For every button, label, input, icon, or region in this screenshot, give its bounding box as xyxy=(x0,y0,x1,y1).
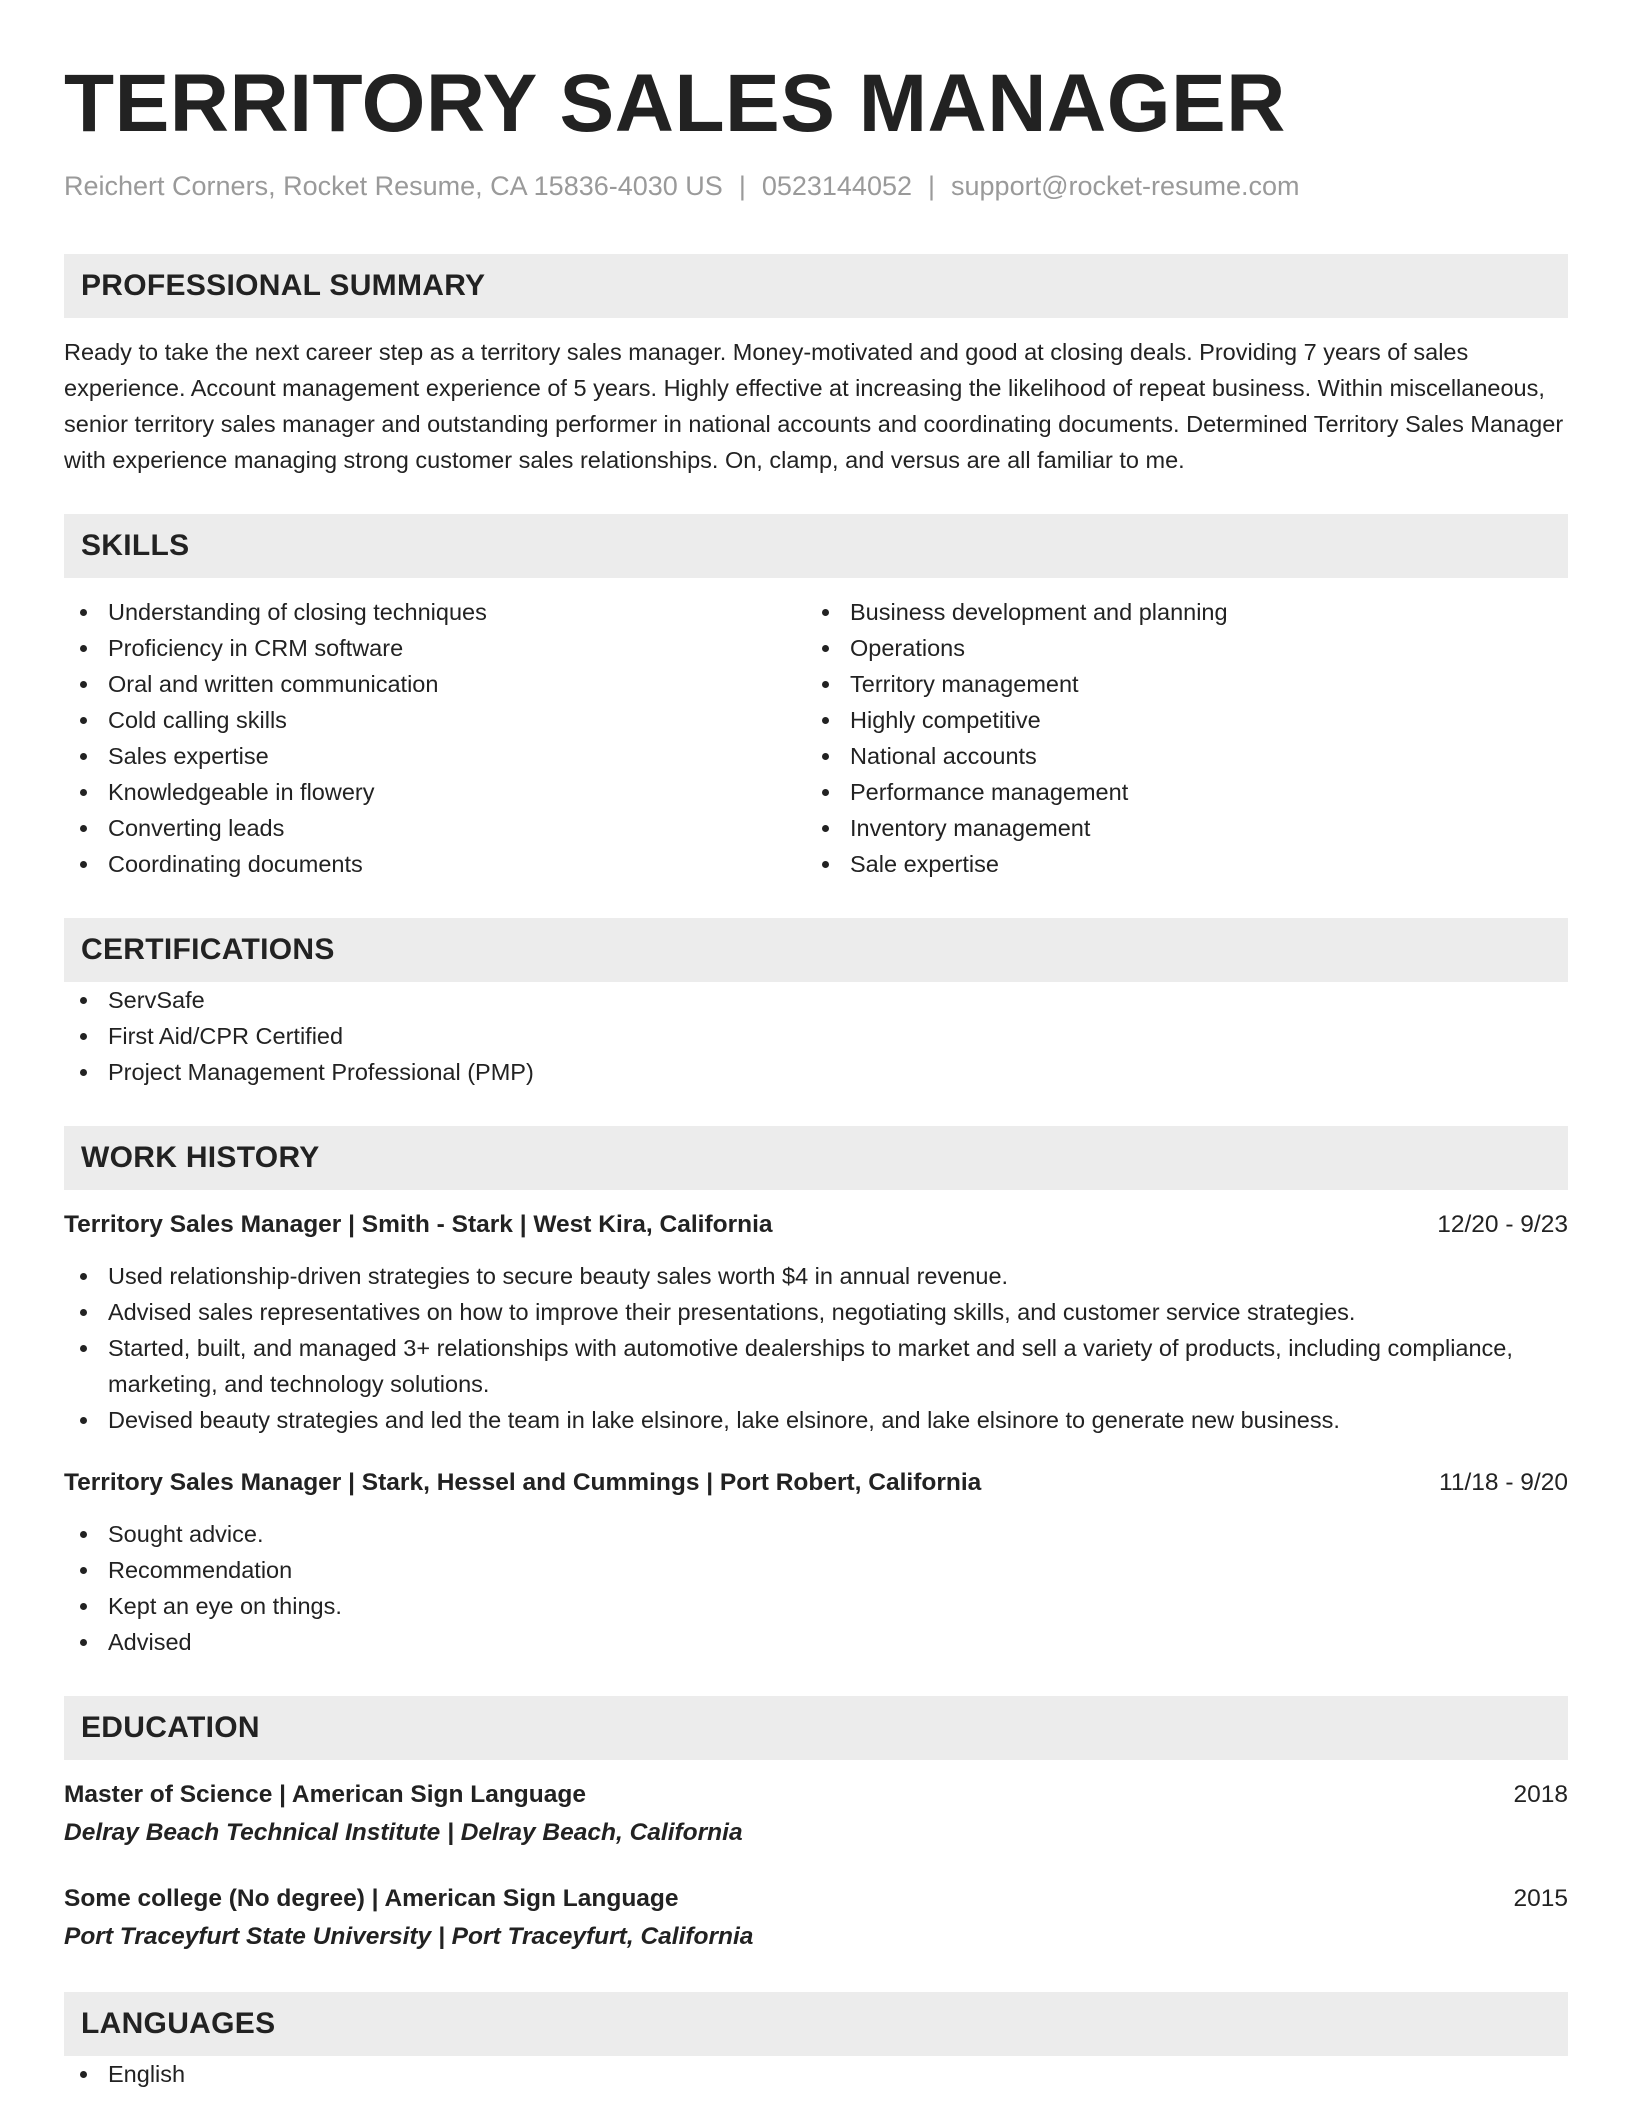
skill-item: Territory management xyxy=(806,666,1548,702)
skill-item: Proficiency in CRM software xyxy=(64,630,806,666)
job-header xyxy=(64,1206,1568,1244)
education-entry xyxy=(64,1776,1568,1852)
job-bullet: Devised beauty strategies and led the team in lake elsinore, lake elsinore, and lake elsinore to generate new business. xyxy=(64,1402,1568,1438)
job-bullets xyxy=(64,1258,1568,1438)
certifications-list xyxy=(64,982,1568,1090)
job-bullets xyxy=(64,1516,1568,1660)
certification-item: First Aid/CPR Certified xyxy=(64,1018,1568,1054)
skill-item: Coordinating documents xyxy=(64,846,806,882)
contact-email: support@rocket-resume.com xyxy=(951,171,1300,201)
skills-heading: SKILLS xyxy=(64,514,1568,578)
skills-section xyxy=(64,514,1568,882)
summary-heading: PROFESSIONAL SUMMARY xyxy=(64,254,1568,318)
skills-right-column xyxy=(806,594,1548,882)
skill-item: Business development and planning xyxy=(806,594,1548,630)
skills-grid xyxy=(64,594,1568,882)
job-bullet: Advised xyxy=(64,1624,1568,1660)
certification-item: ServSafe xyxy=(64,982,1568,1018)
contact-phone: 0523144052 xyxy=(761,171,912,201)
job-bullet: Started, built, and managed 3+ relationships with automotive dealerships to market and sell a variety of products, including compliance, marketing, and technology solutions. xyxy=(64,1330,1568,1402)
skill-item: National accounts xyxy=(806,738,1548,774)
work-history-section xyxy=(64,1126,1568,1660)
summary-section xyxy=(64,254,1568,478)
job-bullet: Used relationship-driven strategies to secure beauty sales worth $4 in annual revenue. xyxy=(64,1258,1568,1294)
contact-address: Reichert Corners, Rocket Resume, CA 15836-4030 US xyxy=(64,171,723,201)
skill-item: Operations xyxy=(806,630,1548,666)
education-entry xyxy=(64,1880,1568,1956)
job-header xyxy=(64,1464,1568,1502)
certification-item: Project Management Professional (PMP) xyxy=(64,1054,1568,1090)
education-year: 2018 xyxy=(1513,1781,1568,1808)
job-bullet: Recommendation xyxy=(64,1552,1568,1588)
certifications-heading: CERTIFICATIONS xyxy=(64,918,1568,982)
job-bullet: Sought advice. xyxy=(64,1516,1568,1552)
skill-item: Understanding of closing techniques xyxy=(64,594,806,630)
skill-item: Inventory management xyxy=(806,810,1548,846)
education-school: Port Traceyfurt State University | Port Traceyfurt, California xyxy=(64,1923,754,1950)
contact-separator: | xyxy=(928,171,936,201)
languages-heading: LANGUAGES xyxy=(64,1992,1568,2056)
skill-item: Oral and written communication xyxy=(64,666,806,702)
job-title: Territory Sales Manager | Stark, Hessel and Cummings | Port Robert, California xyxy=(64,1469,982,1496)
language-item: English xyxy=(64,2056,1568,2092)
job-title: Territory Sales Manager | Smith - Stark | West Kira, California xyxy=(64,1211,773,1238)
skill-item: Highly competitive xyxy=(806,702,1548,738)
candidate-name: TERRITORY SALES MANAGER xyxy=(64,58,1286,149)
skill-item: Performance management xyxy=(806,774,1548,810)
languages-section xyxy=(64,1992,1568,2092)
education-degree: Some college (No degree) | American Sign Language xyxy=(64,1885,679,1912)
job-entry xyxy=(64,1464,1568,1660)
education-degree: Master of Science | American Sign Language xyxy=(64,1781,586,1808)
education-header xyxy=(64,1880,1568,1918)
job-bullet: Kept an eye on things. xyxy=(64,1588,1568,1624)
education-school: Delray Beach Technical Institute | Delray Beach, California xyxy=(64,1819,743,1846)
work-history-heading: WORK HISTORY xyxy=(64,1126,1568,1190)
education-header xyxy=(64,1776,1568,1814)
job-bullet: Advised sales representatives on how to improve their presentations, negotiating skills, and customer service strategies. xyxy=(64,1294,1568,1330)
job-dates: 11/18 - 9/20 xyxy=(1439,1469,1568,1496)
education-heading: EDUCATION xyxy=(64,1696,1568,1760)
certifications-section xyxy=(64,918,1568,1090)
summary-text: Ready to take the next career step as a territory sales manager. Money-motivated and good at closing deals. Providing 7 years of sales experience. Account management experience of 5 years. Highly effective at increasing the likelihood of repeat business. Within miscellaneous, senior territory sales manager and outstanding performer in national accounts and coordinating documents. Determined Territory Sales Manager with experience managing strong customer sales relationships. On, clamp, and versus are all familiar to me. xyxy=(64,339,1564,473)
education-section xyxy=(64,1696,1568,1956)
education-year: 2015 xyxy=(1513,1885,1568,1912)
contact-line xyxy=(64,168,1568,204)
skill-item: Sales expertise xyxy=(64,738,806,774)
skill-item: Cold calling skills xyxy=(64,702,806,738)
contact-separator: | xyxy=(738,171,746,201)
skill-item: Knowledgeable in flowery xyxy=(64,774,806,810)
job-dates: 12/20 - 9/23 xyxy=(1437,1211,1568,1238)
languages-list xyxy=(64,2056,1568,2092)
skill-item: Converting leads xyxy=(64,810,806,846)
job-entry xyxy=(64,1206,1568,1438)
skill-item: Sale expertise xyxy=(806,846,1548,882)
skills-left-column xyxy=(64,594,806,882)
